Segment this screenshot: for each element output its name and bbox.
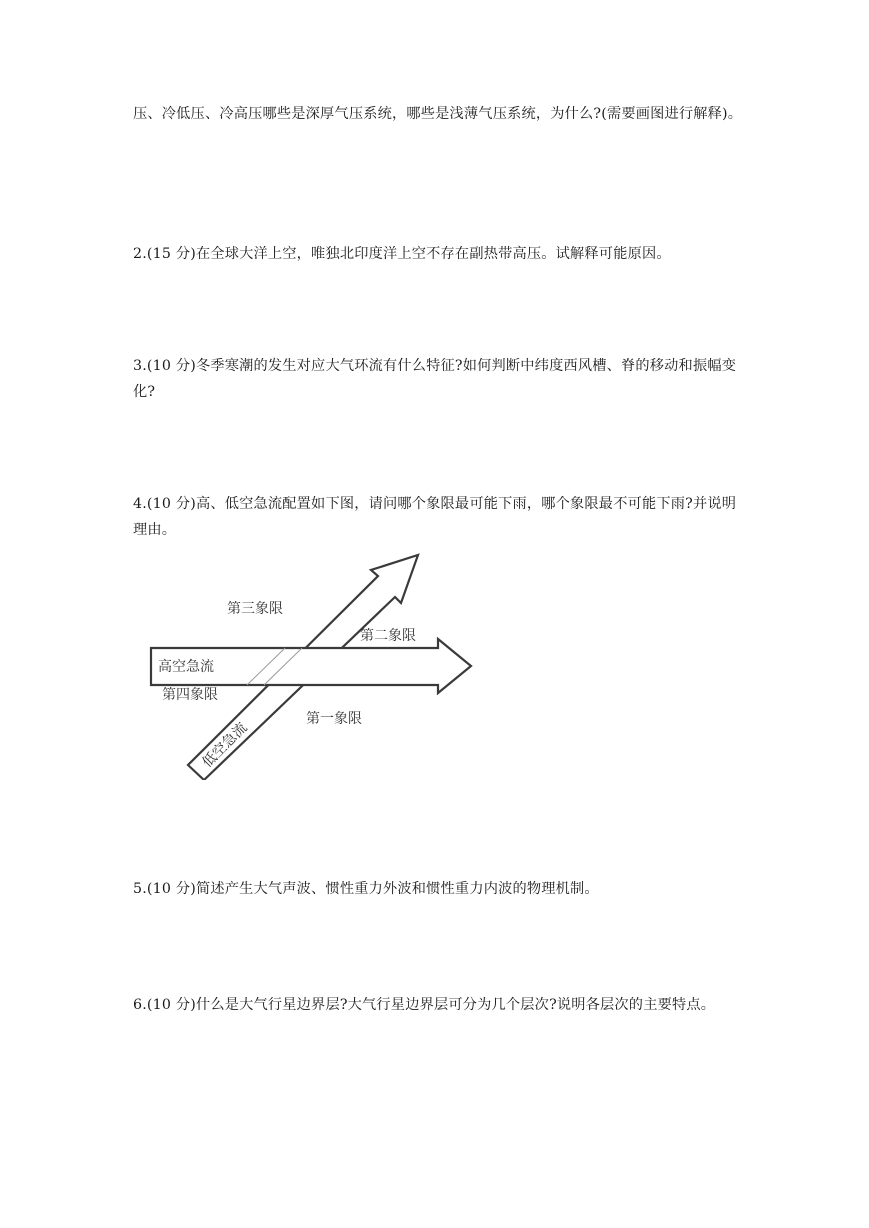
question-3: 3.(10 分)冬季寒潮的发生对应大气环流有什么特征?如何判断中纬度西风槽、脊的移动和振幅变化?: [133, 358, 737, 400]
quadrant-3-label: 第三象限: [227, 601, 283, 617]
question-5: 5.(10 分)简述产生大气声波、惯性重力外波和惯性重力内波的物理机制。: [133, 881, 599, 897]
question-4: 4.(10 分)高、低空急流配置如下图，请问哪个象限最可能下雨，哪个象限最不可能下雨?并说明理由。: [133, 496, 737, 538]
question-6: 6.(10 分)什么是大气行星边界层?大气行星边界层可分为几个层次?说明各层次的主要特点。: [133, 997, 716, 1013]
high-level-jet-label: 高空急流: [158, 659, 214, 675]
quadrant-1-label: 第一象限: [306, 711, 362, 727]
quadrant-2-label: 第二象限: [360, 628, 416, 644]
low-level-jet-label: 低空急流: [199, 719, 251, 771]
quadrant-4-label: 第四象限: [162, 687, 218, 703]
jet-stream-diagram: [140, 540, 490, 780]
question-2: 2.(15 分)在全球大洋上空，唯独北印度洋上空不存在副热带高压。试解释可能原因。: [133, 246, 671, 262]
question-1-continuation: 压、冷低压、冷高压哪些是深厚气压系统，哪些是浅薄气压系统，为什么?(需要画图进行解释)。: [133, 106, 743, 122]
